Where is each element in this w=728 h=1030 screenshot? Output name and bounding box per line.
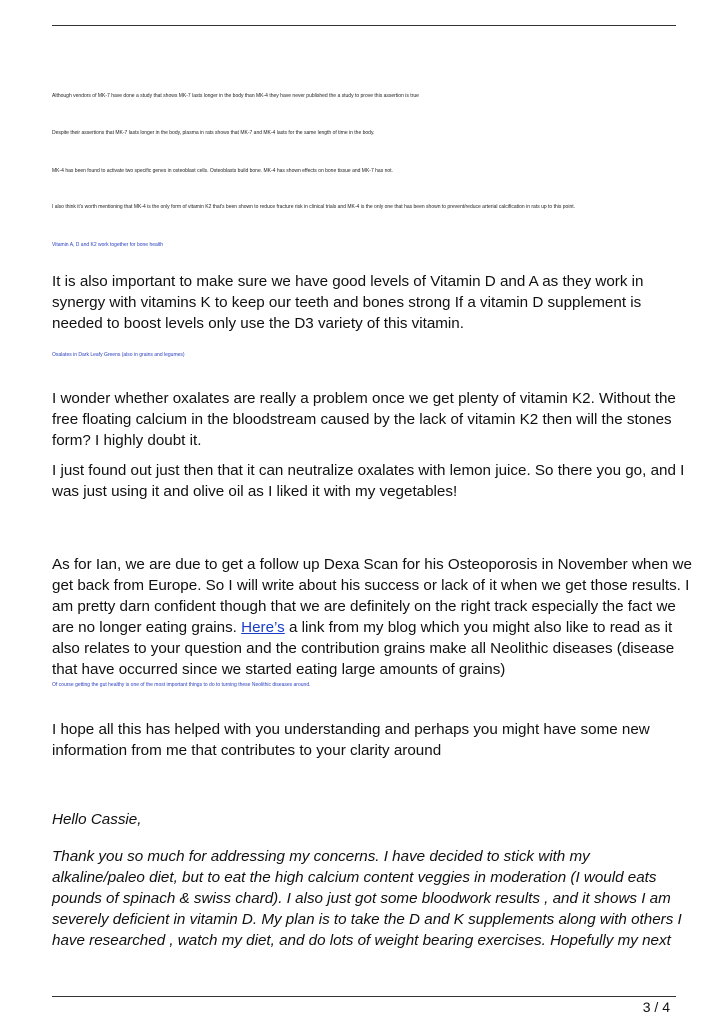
reply-greeting: Hello Cassie, bbox=[52, 811, 142, 828]
note-mk4-genes: MK-4 has been found to activate two specific genes in osteoblast cells. Osteoblasts build bone. MK-4 has shown effects on bone tissue and MK-7 has not. bbox=[52, 168, 393, 174]
paragraph-ian bbox=[52, 554, 692, 680]
paragraph-oxalates-wonder: I wonder whether oxalates are really a problem once we get plenty of vitamin K2. Without the free floating calcium in the bloodstream caused by the lack of vitamin K2 then will the stones form? I highly doubt it. bbox=[52, 390, 676, 449]
heres-link[interactable]: Here’s bbox=[241, 619, 285, 636]
heading-vitamin-adk2: Vitamin A, D and K2 work together for bone health bbox=[52, 242, 164, 248]
paragraph-ian-text-1: As for Ian, we are due to get a follow up Dexa Scan for his Osteoporosis in November when we get back from Europe. So I will write about his success or lack of it when we get those results. I am pretty darn confident though that we are definitely on the right track especially the fact we are no longer eating grains. bbox=[52, 556, 692, 636]
reply-body: Thank you so much for addressing my concerns. I have decided to stick with my alkaline/paleo diet, but to eat the high calcium content veggies in moderation (I would eats pounds of spinach & swiss chard). I also just got some bloodwork results , and it shows I am severely deficient in vitamin D. My plan is to take the D and K supplements along with others I have researched , watch my diet, and do lots of weight bearing exercises. Hopefully my next bbox=[52, 848, 682, 949]
note-mk4-fracture: I also think it's worth mentioning that MK-4 is the only form of vitamin K2 that's been shown to reduce fracture risk in clinical trials and MK-4 is the only one that has been shown to prevent/reduce arterial calcification in rats up to this point. bbox=[52, 204, 576, 210]
note-mk7-rats: Despite their assertions that MK-7 lasts longer in the body, plasma in rats shows that MK-7 and MK-4 lasts for the same length of time in the body. bbox=[52, 130, 375, 136]
note-mk7-study: Although vendors of MK-7 have done a study that shows MK-7 lasts longer in the body than MK-4 they have never published the a study to prove this assertion is true bbox=[52, 93, 419, 99]
paragraph-ian-text-2: a link from my blog which you might also like to read as it also relates to your question and the contribution grains make all Neolithic diseases (disease that have occurred since we started eating large amounts of grains) bbox=[52, 619, 675, 678]
page-number: 3 / 4 bbox=[642, 999, 670, 1015]
heading-gut-health: Of course getting the gut healthy is one of the most important things to do to turning these Neolithic diseases around. bbox=[52, 682, 311, 688]
paragraph-hope: I hope all this has helped with you understanding and perhaps you might have some new information from me that contributes to your clarity around bbox=[52, 721, 650, 759]
page-top-rule bbox=[52, 25, 676, 26]
heading-oxalates: Oxalates in Dark Leafy Greens (also in grains and legumes) bbox=[52, 352, 185, 358]
paragraph-lemon-juice: I just found out just then that it can neutralize oxalates with lemon juice. So there you go, and I was just using it and olive oil as I liked it with my vegetables! bbox=[52, 462, 685, 500]
page-bottom-rule bbox=[52, 996, 676, 997]
paragraph-vitamin-d-a: It is also important to make sure we have good levels of Vitamin D and A as they work in synergy with vitamins K to keep our teeth and bones strong If a vitamin D supplement is needed to boost levels only use the D3 variety of this vitamin. bbox=[52, 273, 644, 332]
